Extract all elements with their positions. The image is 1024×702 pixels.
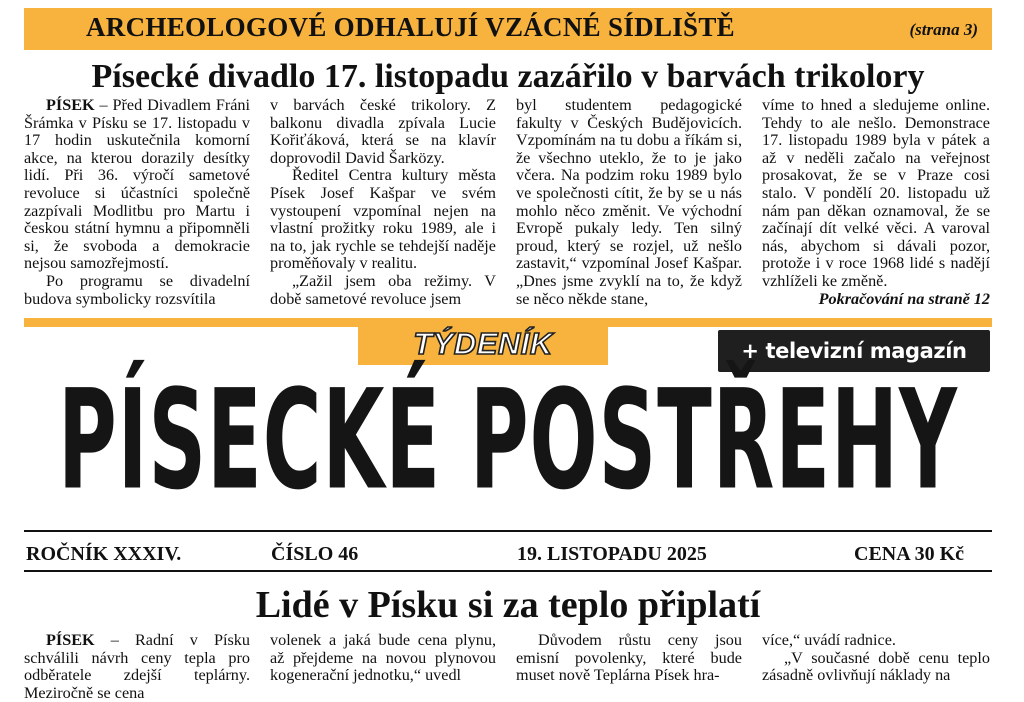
article1-col2-paragraph-1: v barvách české trikolory. Z balkonu divadla zpívala Lucie Kořiťáková, která se na klavír doprovodil David Šarközy.	[270, 96, 496, 167]
issue-rule-bottom	[24, 570, 992, 572]
article2-col4-paragraph-2: „V současné době cenu teplo zásadně ovlivňují náklady na	[762, 648, 990, 685]
article2-column-4	[762, 631, 990, 685]
masthead-title: PÍSECKÉ POSTŘEHY	[58, 360, 958, 521]
continued-on-page-link[interactable]: Pokračování na straně 12	[818, 289, 990, 308]
article2-column-2	[270, 631, 496, 685]
article1-col2-paragraph-2: Ředitel Centra kultury města Písek Josef Kašpar ve svém vystoupení vzpomínal nejen na vlastní prožitky roku 1989, ale i na to, jak rychle se tehdejší naděje proměňovaly v realitu.	[270, 166, 496, 273]
article2-col3-paragraph-1: Důvodem růstu ceny jsou emisní povolenky, které bude muset nově Teplárna Písek hra-	[516, 631, 742, 685]
article1-dateline: PÍSEK	[46, 96, 95, 114]
section-label: TÝDENÍK	[413, 326, 553, 361]
teaser-title: ARCHEOLOGOVÉ ODHALUJÍ VZÁCNÉ SÍDLIŠTĚ	[86, 12, 735, 42]
article1-col4-paragraph-1: víme to hned a sledujeme online. Tehdy to ale nešlo. Demonstrace 17. listopadu 1989 byla v pátek a až v neděli začalo na veřejnost prosakovat, že se v Praze cosi stalo. V pondělí 20. listopadu už nám pan děkan oznamoval, že se začínají dít velké věci. A varoval nás, abychom si dávali pozor, protože i v roce 1968 lidé s nadějí vzhlíželi ke změně.	[762, 96, 990, 290]
article2-col4-paragraph-1: více,“ uvádí radnice.	[762, 631, 896, 649]
masthead	[24, 360, 992, 521]
article1-column-2	[270, 97, 496, 315]
article2-col1-text: – Radní v Písku schválili návrh ceny tepla pro odběratele zdejší teplárny. Meziročně se cena	[24, 631, 250, 702]
article2-headline: Lidé v Písku si za teplo připlatí	[255, 584, 761, 626]
article1-column-1	[24, 97, 250, 315]
issue-volume: ROČNÍK XXXIV.	[26, 543, 182, 565]
issue-rule-top	[24, 530, 992, 532]
article2-column-1	[24, 631, 250, 702]
teaser-page-ref: (strana 3)	[909, 20, 978, 39]
article1-col3-paragraph-1: byl studentem pedagogické fakulty v Českých Budějovicích. Vzpomínám na tu dobu a říkám si, že všechno uteklo, že to je jako včera. Na podzim roku 1989 bylo ve společnosti cítit, že by se u nás mohlo něco změnit. Ve východní Evropě pukaly ledy. Ten silný proud, který se rozjel, už nešlo zastavit,“ vzpomínal Josef Kašpar. „Dnes jsme zvyklí na to, že když se něco někde stane,	[516, 96, 742, 308]
article1-col1-text: – Před Divadlem Fráni Šrámka v Písku se 17. listopadu v 17 hodin uskutečnila komorní akce, na kterou dorazily desítky lidí. Při 36. výročí sametové revoluce si účastníci společně zazpívali Modlitbu pro Martu i českou státní hymnu a připomněli si, že svoboda a demokracie nejsou samozřejmostí.	[24, 96, 250, 273]
article1-column-3	[516, 97, 742, 315]
article1-col2-paragraph-3: „Zažil jsem oba režimy. V době sametové revoluce jsem	[270, 271, 496, 308]
article1-column-4	[762, 97, 990, 315]
issue-date: 19. LISTOPADU 2025	[517, 543, 707, 565]
tv-magazine-label: + televizní magazín	[741, 339, 967, 363]
issue-number: ČÍSLO 46	[271, 543, 359, 565]
issue-price: CENA 30 Kč	[854, 543, 964, 565]
article2-col2-paragraph-1: volenek a jaká bude cena plynu, až přejdeme na novou plynovou kogenerační jednotku,“ uvedl	[270, 631, 496, 685]
article2-dateline: PÍSEK	[46, 631, 95, 649]
article1-col1-paragraph-2: Po programu se divadelní budova symbolicky rozsvítila	[24, 271, 250, 308]
article1-headline: Písecké divadlo 17. listopadu zazářilo v barvách trikolory	[91, 58, 925, 95]
teaser-banner[interactable]	[24, 8, 992, 50]
article2-column-3	[516, 631, 742, 685]
